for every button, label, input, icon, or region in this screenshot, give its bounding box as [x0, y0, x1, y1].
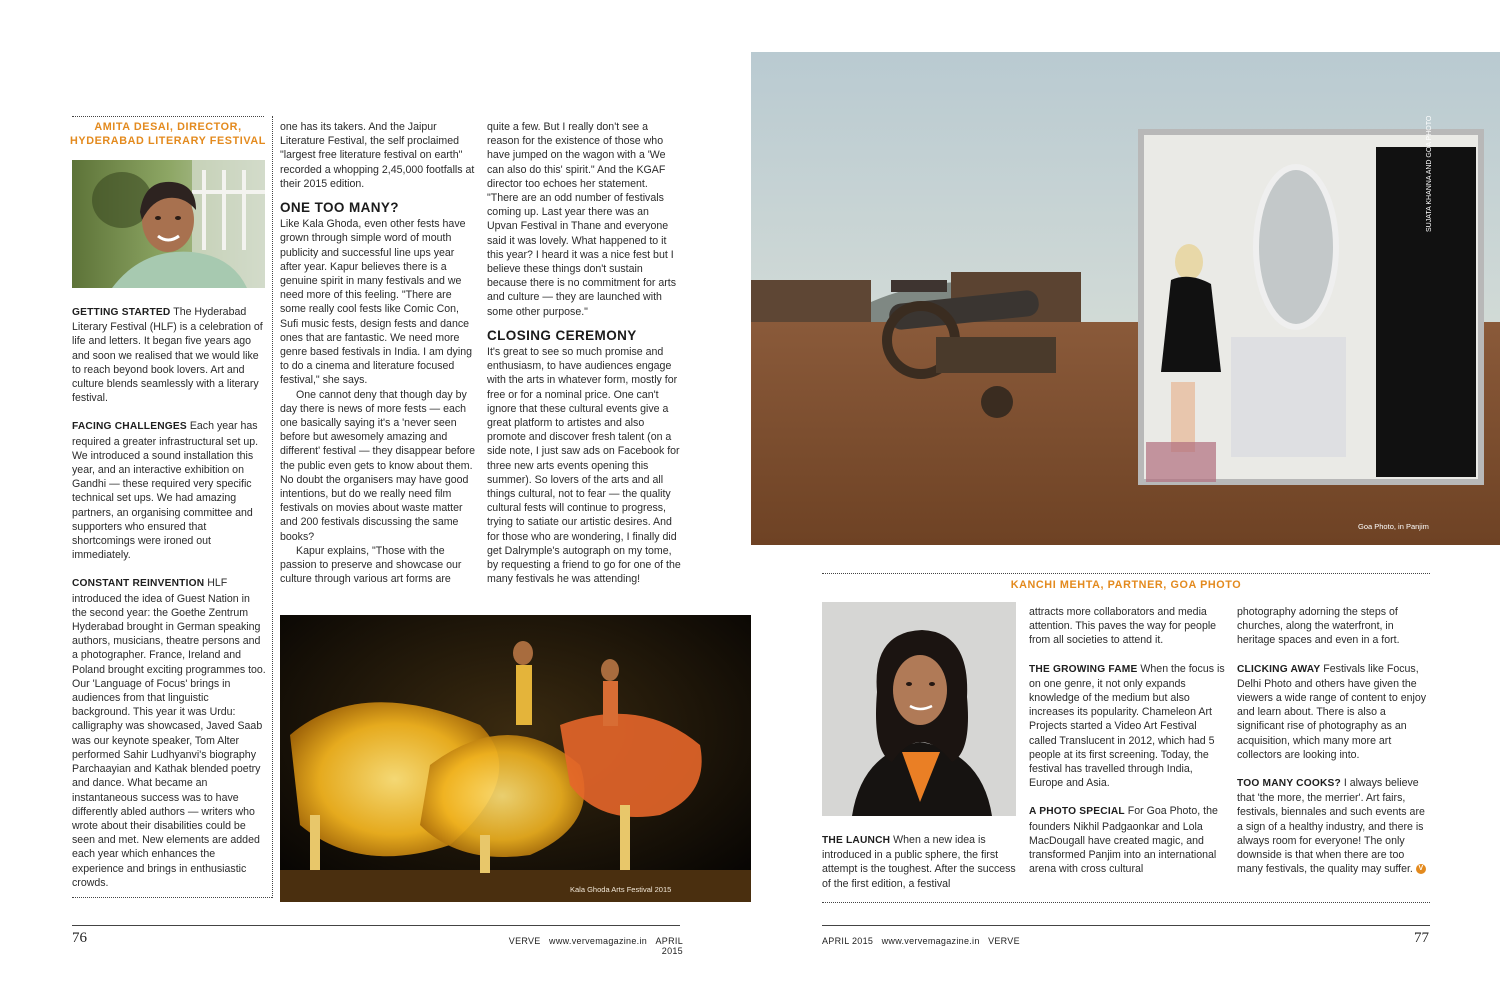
right-footer-rule [822, 925, 1430, 926]
left-page-number: 76 [72, 930, 87, 946]
lead-the-growing-fame: THE GROWING FAME [1029, 663, 1138, 675]
lead-facing-challenges: FACING CHALLENGES [72, 421, 187, 433]
lead-constant-reinvention: CONSTANT REINVENTION [72, 578, 205, 590]
kala-ghoda-dance-photo [280, 615, 751, 902]
lead-clicking-away: CLICKING AWAY [1237, 663, 1321, 675]
kanchi-column-2: attracts more collaborators and media attention. This paves the way for people from all societies to attend it. THE GROWING FAME When the focus is on one genre, it not only expands knowledge of the medium but also increases its popularity. Chameleon Art Projects started a Video Art Festival called Translucent in 2012, which had 5 people at its first screening. Today, the festival has travelled through India, Europe and Asia. A PHOTO SPECIAL For Goa Photo, the founders Nikhil Padgaonkar and Lola MacDougall have created magic, and transformed Panjim into an international arena with cross cultural [1029, 606, 1225, 876]
lead-a-photo-special: A PHOTO SPECIAL [1029, 806, 1125, 818]
lead-getting-started: GETTING STARTED [72, 307, 171, 318]
sidebar-bottom-rule [72, 897, 272, 898]
dance-photo-caption: Kala Ghoda Arts Festival 2015 [570, 885, 672, 894]
left-footer-rule [72, 925, 680, 926]
kanchi-portrait-photo [822, 602, 1016, 816]
left-footer-info: VERVE www.vervemagazine.in APRIL 2015 [508, 936, 683, 956]
right-footer-info: APRIL 2015 www.vervemagazine.in VERVE [822, 936, 1020, 946]
goa-photo-fort-photo [751, 52, 1500, 545]
sidebar-right-divider [272, 116, 273, 898]
kanchi-top-rule [822, 573, 1430, 574]
article-column-3: quite a few. But I really don't see a reason for the existence of those who have jumped on the wagon with a 'We can also do this' spirit." And the KGAF director too echoes her statement. "There are an odd number of festivals coming up. Last year there was an Upvan Festival in Thane and everyone said it was lovely. What happened to it this year? I heard it was a nice fest but I believe these things don't sustain because there is no commitment for arts and culture — they are launched with some other purpose." CLOSING CEREMONY It's great to see so much promise and enthusiasm, to have audiences engage with the arts in whatever form, mostly for free or for a nominal price. One can't ignore that these cultural events give a great platform to artistes and also promote and discover fresh talent (on a side note, I just saw ads on Facebook for three new arts events opening this summer). So lovers of the arts and all things cultural, not to fear — the quality cultural fests will continue to progress, trying to satiate our artistic desires. And for those who are wondering, I finally did get Dalrymple's autograph on my tome, by requesting a friend to go for one of the many festivals he was attending! [487, 121, 681, 586]
goa-photo-caption: Goa Photo, in Panjim [1358, 522, 1429, 531]
photo-credit-vertical: SUJATA KHANNA AND GOA PHOTO [1426, 115, 1433, 232]
heading-closing-ceremony: CLOSING CEREMONY [487, 327, 637, 343]
kanchi-column-1: THE LAUNCH When a new idea is introduced in a public sphere, the first attempt is the toughest. After the success of the first edition, a festival [822, 834, 1016, 890]
sidebar-amita-text: GETTING STARTED The Hyderabad Literary Festival (HLF) is a celebration of life and letters. It began five years ago and soon we realised that we would like to reach beyond book lovers. Art and culture blends seamlessly with a literary festival. FACING CHALLENGES Each year has required a greater infrastructural set up. We introduced a sound installation this year, and an interactive exhibition on Gandhi — these required very specific technical set ups. We had amazing partners, an organising committee and supporters who ensured that shortcomings were ironed out immediately. CONSTANT REINVENTION HLF introduced the idea of Guest Nation in the second year: the Goethe Zentrum Hyderabad brought in German speaking authors, musicians, theatre persons and a photographer. France, Ireland and Poland brought exciting programmes too. Our 'Language of Focus' brings in audiences from that linguistic background. This year it was Urdu: calligraphy was showcased, Javed Saab was our keynote speaker, Tom Alter performed Sahir Ludhyanvi's biography Parchaayian and Kathak blended poetry and dance. What became an instantaneous success was to have differently abled authors — writers who wrote about their disabilities could be seen and met. New elements are added each year which enhances the experience and brings in enthusiastic crowds. [72, 306, 266, 889]
end-mark-icon: V [1416, 864, 1426, 874]
lead-too-many-cooks: TOO MANY COOKS? [1237, 778, 1341, 790]
heading-one-too-many: ONE TOO MANY? [280, 200, 399, 216]
amita-portrait-photo [72, 160, 265, 288]
right-page-number: 77 [1414, 930, 1429, 946]
kanchi-bottom-rule [822, 902, 1430, 903]
sidebar-name-amita: AMITA DESAI, DIRECTOR, HYDERABAD LITERARY FESTIVAL [70, 121, 266, 147]
sidebar-name-kanchi: KANCHI MEHTA, PARTNER, GOA PHOTO [1010, 579, 1242, 591]
article-column-2: one has its takers. And the Jaipur Literature Festival, the self proclaimed "largest free literature festival on earth" recorded a whopping 2,45,000 footfalls at their 2015 edition. ONE TOO MANY? Like Kala Ghoda, even other fests have grown through simple word of mouth publicity and successful line ups year after year. Kapur believes there is a genuine spirit in many festivals and we need more of this feeling. "There are some really cool fests like Comic Con, Sufi music fests, design fests and dance ones that are fantastic. We need more genre based festivals in India. I am dying to do a cinema and literature focused festival," she says. One cannot deny that though day by day there is news of more fests — each one basically saying it's a 'never seen before but awesomely amazing and different' festival — they disappear before the public even gets to know about them. No doubt the organisers may have good intentions, but do we really need film festivals on movies about waste matter and 200 festivals discussing the same books? Kapur explains, "Those with the passion to preserve and showcase our culture through various art forms are [280, 121, 475, 586]
sidebar-top-rule [72, 116, 264, 117]
kanchi-column-3: photography adorning the steps of churches, along the waterfront, in heritage spaces and even in a fort. CLICKING AWAY Festivals like Focus, Delhi Photo and others have given the viewers a wide range of content to enjoy and learn about. There is also a significant rise of photography as an acquisition, which many more art collectors are looking into. TOO MANY COOKS? I always believe that 'the more, the merrier'. Art fairs, festivals, biennales and such events are a sign of a healthy industry, and there is always room for everyone! The only downside is that when there are too many festivals, the quality may suffer. V [1237, 606, 1427, 876]
lead-the-launch: THE LAUNCH [822, 835, 891, 846]
